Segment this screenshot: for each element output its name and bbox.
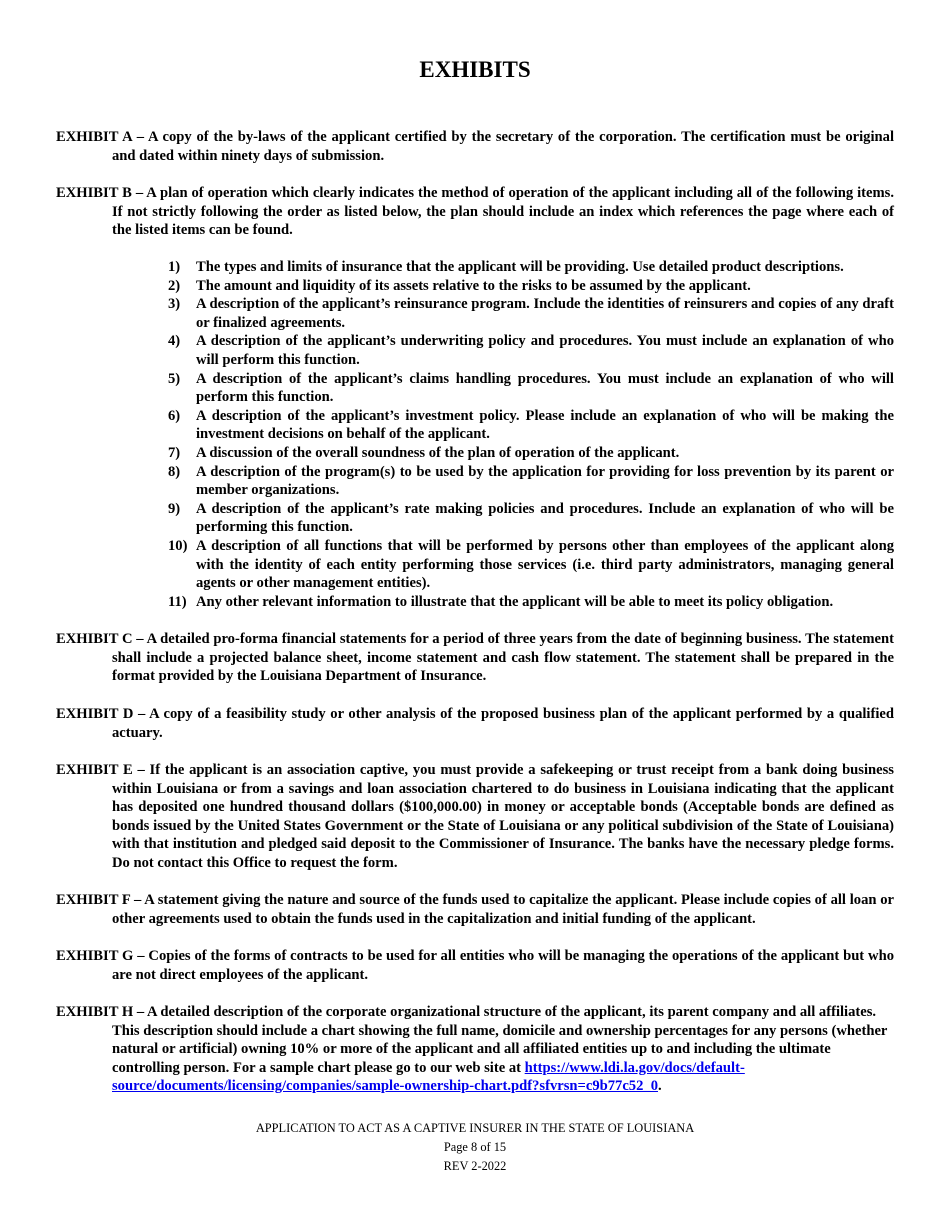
list-item-number: 1) bbox=[168, 259, 181, 275]
exhibit-g: EXHIBIT G – Copies of the forms of contracts to be used for all entities who will be managing the operations of the applicant but who are not direct employees of the applicant. bbox=[56, 948, 894, 983]
exhibit-b-items-list bbox=[168, 258, 894, 611]
list-item bbox=[168, 277, 894, 296]
footer-revision: REV 2-2022 bbox=[443, 1159, 507, 1173]
list-item-number: 3) bbox=[168, 296, 181, 313]
list-item-number: 6) bbox=[168, 407, 181, 424]
exhibit-e: EXHIBIT E – If the applicant is an association captive, you must provide a safekeeping or trust receipt from a bank doing business within Louisiana or from a savings and loan association chartered to do business in Louisiana indicating that the applicant has deposited one hundred thousand dollars ($100,000.00) in money or acceptable bonds (Acceptable bonds are defined as bonds issued by the United States Government or the State of Louisiana or any political subdivision of the State of Louisiana) with that institution and pledged said deposit to the Commissioner of Insurance. The banks have the necessary pledge forms. Do not contact this Office to request the form. bbox=[56, 762, 894, 871]
page-title: EXHIBITS bbox=[419, 57, 531, 82]
list-item bbox=[168, 258, 894, 277]
list-item-number: 5) bbox=[168, 370, 181, 387]
exhibit-d: EXHIBIT D – A copy of a feasibility study or other analysis of the proposed business plan of the applicant performed by a qualified actuary. bbox=[56, 706, 894, 741]
footer-page-number: Page 8 of 15 bbox=[443, 1140, 507, 1154]
exhibit-c: EXHIBIT C – A detailed pro-forma financial statements for a period of three years from the date of beginning business. The statement shall include a projected balance sheet, income statement and cash flow statement. The statement shall be prepared in the format provided by the Louisiana Department of Insurance. bbox=[56, 631, 894, 685]
list-item-number: 11) bbox=[168, 593, 187, 610]
list-item-text: A description of the program(s) to be used by the application for providing for loss prevention by its parent or member organizations. bbox=[196, 463, 894, 499]
list-item-text: A description of the applicant’s claims handling procedures. You must include an explanation of who will perform this function. bbox=[196, 370, 894, 406]
list-item-number: 7) bbox=[168, 444, 181, 461]
list-item bbox=[168, 407, 894, 444]
list-item-text: A description of the applicant’s underwriting policy and procedures. You must include an explanation of who will perform this function. bbox=[196, 333, 894, 368]
list-item bbox=[168, 444, 894, 463]
list-item bbox=[168, 370, 894, 407]
list-item-text: A description of the applicant’s rate making policies and procedures. Include an explanation of who will be performing this function. bbox=[196, 500, 894, 536]
list-item-text: The amount and liquidity of its assets relative to the risks to be assumed by the applicant. bbox=[196, 277, 751, 294]
list-item-text: A description of all functions that will be performed by persons other than employees of the applicant along with the identity of each entity performing those services (i.e. third party administrators, managing general agents or other management entities). bbox=[196, 537, 894, 592]
list-item-text: A discussion of the overall soundness of the plan of operation of the applicant. bbox=[196, 444, 680, 461]
list-item bbox=[168, 500, 894, 537]
list-item-number: 9) bbox=[168, 500, 181, 517]
exhibit-a: EXHIBIT A – A copy of the by-laws of the applicant certified by the secretary of the corporation. The certification must be original and dated within ninety days of submission. bbox=[56, 129, 894, 164]
exhibit-h bbox=[56, 1003, 894, 1096]
list-item-number: 2) bbox=[168, 277, 181, 294]
sample-ownership-chart-link[interactable]: https://www.ldi.la.gov/docs/default-source/documents/licensing/companies/sample-ownership-chart.pdf?sfvrsn=c9b77c52_0 bbox=[112, 1059, 745, 1095]
list-item-number: 4) bbox=[168, 333, 181, 350]
list-item bbox=[168, 332, 894, 369]
list-item-number: 8) bbox=[168, 463, 181, 480]
list-item-text: A description of the applicant’s investment policy. Please include an explanation of who will be making the investment decisions on behalf of the applicant. bbox=[196, 407, 894, 443]
exhibit-f: EXHIBIT F – A statement giving the nature and source of the funds used to capitalize the applicant. Please include copies of all loan or other agreements used to obtain the funds used in the capitalization and initial funding of the applicant. bbox=[56, 892, 894, 927]
list-item-number: 10) bbox=[168, 537, 188, 554]
list-item-text: A description of the applicant’s reinsurance program. Include the identities of reinsurers and copies of any draft or finalized agreements. bbox=[196, 296, 894, 331]
list-item-text: Any other relevant information to illustrate that the applicant will be able to meet its policy obligation. bbox=[196, 593, 834, 610]
list-item bbox=[168, 463, 894, 500]
list-item-text: The types and limits of insurance that the applicant will be providing. Use detailed product descriptions. bbox=[196, 259, 844, 275]
list-item bbox=[168, 593, 894, 612]
exhibit-b: EXHIBIT B – A plan of operation which clearly indicates the method of operation of the applicant including all of the following items. If not strictly following the order as listed below, the plan should include an index which references the page where each of the listed items can be found. bbox=[56, 185, 894, 239]
exhibit-h-end: . bbox=[658, 1078, 662, 1095]
list-item bbox=[168, 295, 894, 332]
list-item bbox=[168, 537, 894, 593]
footer-application-title: APPLICATION TO ACT AS A CAPTIVE INSURER IN THE STATE OF LOUISIANA bbox=[255, 1121, 695, 1135]
exhibit-h-text: EXHIBIT H – A detailed description of the corporate organizational structure of the applicant, its parent company and all affiliates. This description should include a chart showing the full name, domicile and ownership percentages for any persons (whether natural or artificial) owning 10% or more of the applicant and all affiliated entities up to and including the ultimate controlling person. For a sample chart please go to our web site at bbox=[56, 1004, 888, 1076]
